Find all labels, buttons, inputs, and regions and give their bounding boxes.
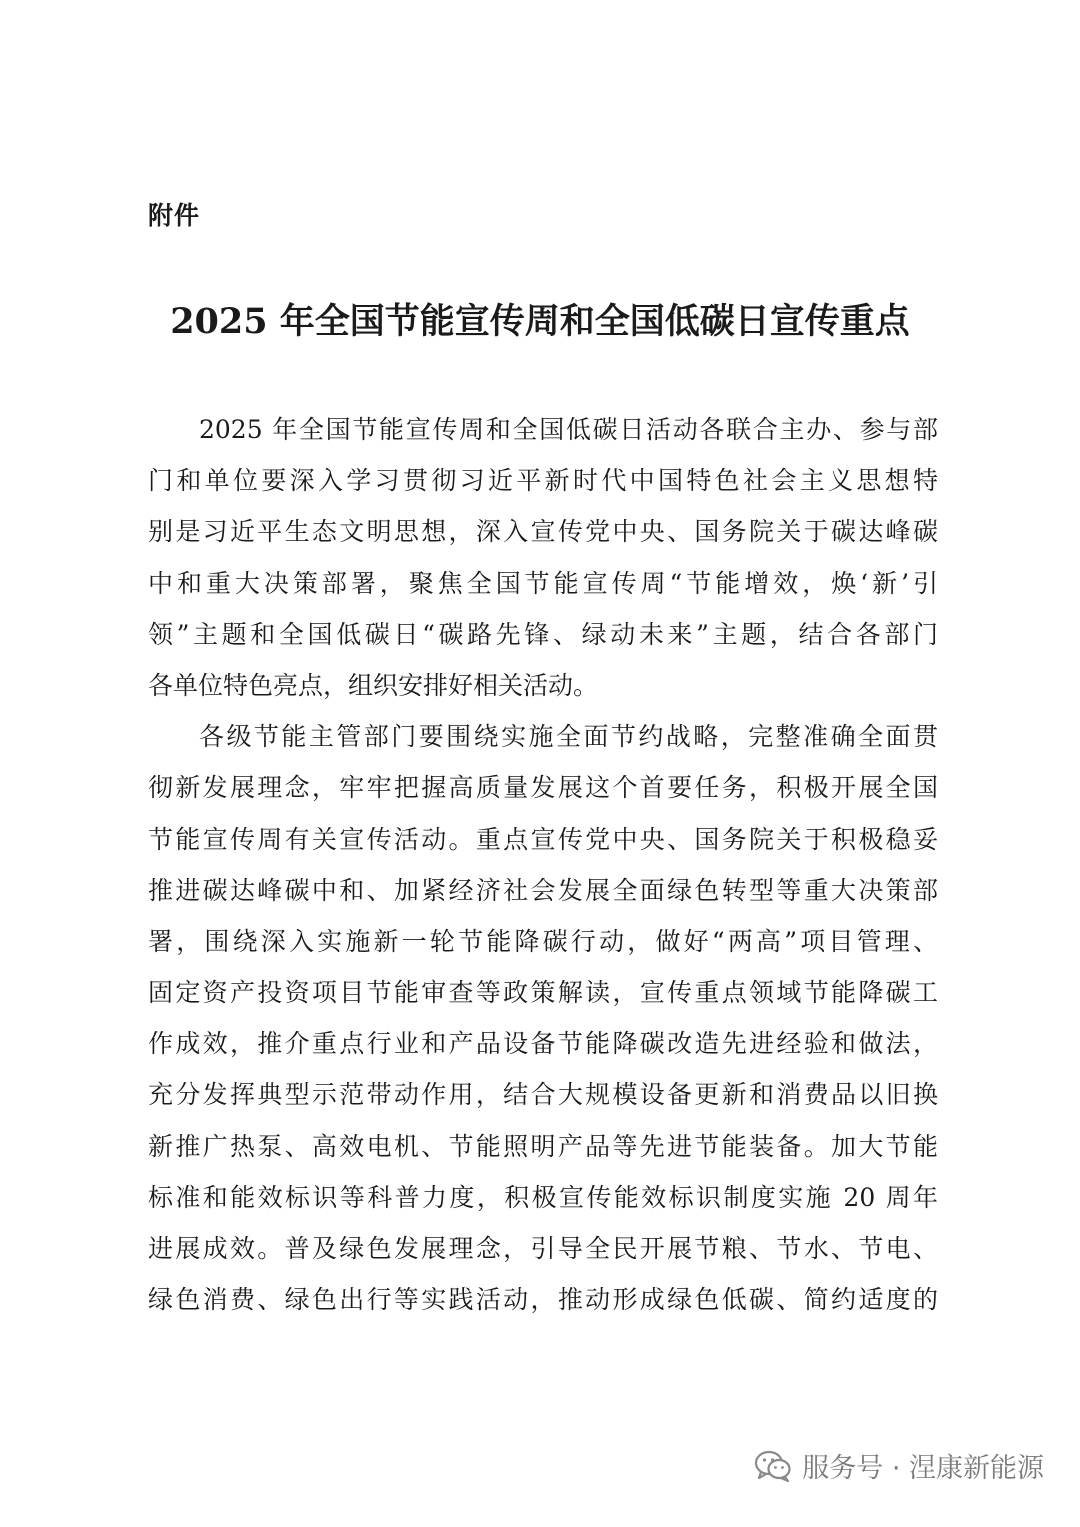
text-line: 各级节能主管部门要围绕实施全面节约战略，完整准确全面贯 [199,722,938,752]
wechat-icon [754,1450,792,1482]
text-line: 固定资产投资项目节能审查等政策解读，宣传重点领域节能降碳工 [148,978,938,1008]
text-line: 彻新发展理念，牢牢把握高质量发展这个首要任务，积极开展全国 [148,773,938,803]
watermark-text: 服务号 · 涅康新能源 [802,1453,1044,1484]
paragraph-2 [148,711,938,1325]
text-line: 各单位特色亮点，组织安排好相关活动。 [148,670,599,700]
text-line: 中和重大决策部署，聚焦全国节能宣传周“节能增效，焕‘新’引 [148,568,938,598]
text-line: 标准和能效标识等科普力度，积极宣传能效标识制度实施 20 周年 [148,1182,938,1212]
text-line: 进展成效。普及绿色发展理念，引导全民开展节粮、节水、节电、 [148,1234,938,1263]
watermark [754,1446,1044,1485]
text-line: 领”主题和全国低碳日“碳路先锋、绿动未来”主题，结合各部门 [148,619,938,649]
text-line: 新推广热泵、高效电机、节能照明产品等先进节能装备。加大节能 [148,1131,938,1161]
text-line: 充分发挥典型示范带动作用，结合大规模设备更新和消费品以旧换 [148,1080,938,1110]
attachment-label: 附件 [148,201,201,230]
paragraph-1 [148,404,938,711]
text-line: 作成效，推介重点行业和产品设备节能降碳改造先进经验和做法， [148,1029,938,1059]
text-line: 署，围绕深入实施新一轮节能降碳行动，做好“两高”项目管理、 [148,926,938,956]
text-line: 绿色消费、绿色出行等实践活动，推动形成绿色低碳、简约适度的 [148,1285,938,1315]
text-line: 2025 年全国节能宣传周和全国低碳日活动各联合主办、参与部 [199,415,938,444]
page-title: 2025 年全国节能宣传周和全国低碳日宣传重点 [170,301,910,342]
body-text [148,404,938,1325]
text-line: 门和单位要深入学习贯彻习近平新时代中国特色社会主义思想特 [148,466,938,496]
text-line: 别是习近平生态文明思想，深入宣传党中央、国务院关于碳达峰碳 [148,517,938,547]
text-line: 节能宣传周有关宣传活动。重点宣传党中央、国务院关于积极稳妥 [148,824,938,854]
text-line: 推进碳达峰碳中和、加紧经济社会发展全面绿色转型等重大决策部 [148,875,938,905]
